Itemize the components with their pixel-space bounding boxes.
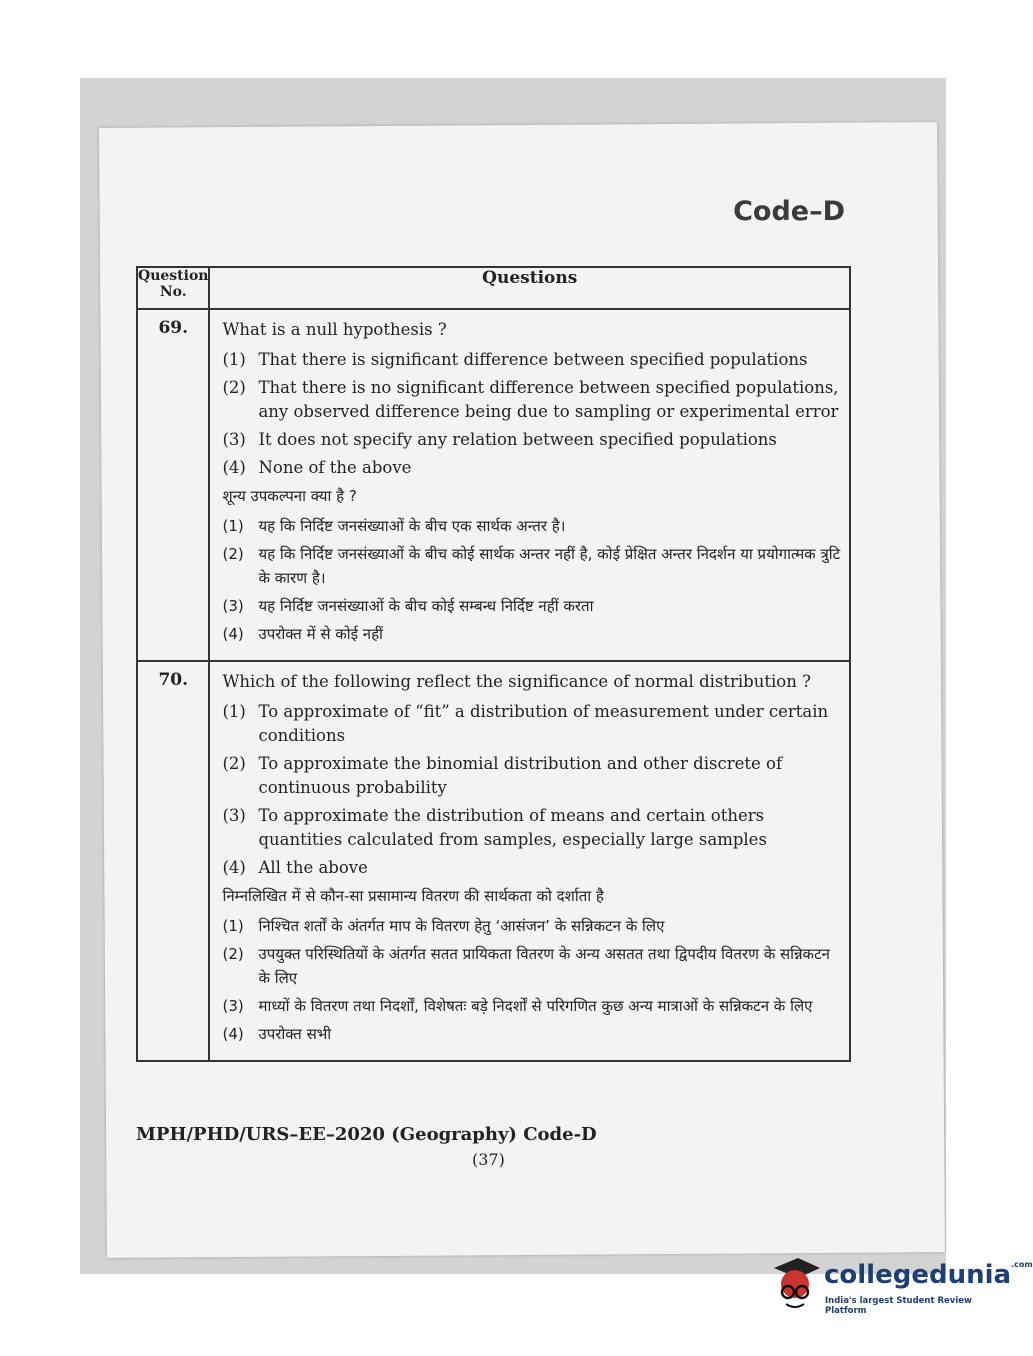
watermark-logo — [768, 1252, 1033, 1322]
brand-tagline: India's largest Student Review Platform — [825, 1296, 972, 1316]
question-stem-en: What is a null hypothesis ? — [222, 320, 447, 339]
page-number: (37) — [472, 1150, 505, 1169]
question-stem-hi: शून्य उपकल्पना क्या है ? — [222, 487, 357, 505]
question-stem-hi: निम्नलिखित में से कौन-सा प्रसामान्य वितरण की सार्थकता को दर्शाता है — [222, 887, 604, 905]
option-en: (1) That there is significant difference between specified populations — [222, 350, 808, 369]
questions-table — [136, 266, 851, 1062]
option-en: (1) To approximate of “fit” a distribution of measurement under certain conditions — [222, 702, 829, 745]
option-hi: (2) यह कि निर्दिष्ट जनसंख्याओं के बीच कोई सार्थक अन्तर नहीं है, कोई प्रेक्षित अन्तर निदर्शन या प्रयोगात्मक त्रुटि के कारण है। — [222, 545, 841, 587]
option-hi: (2) उपयुक्त परिस्थितियों के अंतर्गत सतत प्रायिकता वितरण के अन्य असतत तथा द्विपदीय वितरण के सन्निकटन के लिए — [222, 945, 830, 987]
mascot-icon — [768, 1252, 822, 1314]
brand-name: collegedunia$^{.com}$ — [824, 1260, 1033, 1290]
option-hi: (1) निश्चित शर्तों के अंतर्गत माप के वितरण हेतु ‘आसंजन’ के सन्निकटन के लिए — [222, 917, 665, 935]
question-cell — [209, 661, 850, 1061]
option-hi: (4) उपरोक्त में से कोई नहीं — [222, 625, 383, 643]
exam-title: MPH/PHD/URS–EE–2020 (Geography) Code-D — [136, 1124, 597, 1145]
option-hi: (3) यह निर्दिष्ट जनसंख्याओं के बीच कोई सम्बन्ध निर्दिष्ट नहीं करता — [222, 597, 594, 615]
option-en: (2) To approximate the binomial distribution and other discrete of continuous probability — [222, 754, 783, 797]
option-hi: (4) उपरोक्त सभी — [222, 1025, 332, 1043]
paper-code: Code–D — [733, 196, 845, 227]
option-en: (3) It does not specify any relation between specified populations — [222, 430, 777, 449]
question-cell — [209, 309, 850, 661]
option-hi: (1) यह कि निर्दिष्ट जनसंख्याओं के बीच एक सार्थक अन्तर है। — [222, 517, 566, 535]
question-stem-en: Which of the following reflect the significance of normal distribution ? — [222, 672, 811, 691]
option-en: (3) To approximate the distribution of means and certain others quantities calculated from samples, especially large samples — [222, 806, 767, 849]
option-en: (4) None of the above — [222, 458, 412, 477]
table-row — [137, 309, 850, 661]
question-number: 70. — [137, 661, 209, 1061]
col-header-question-no: Question No. — [137, 267, 209, 309]
table-row — [137, 661, 850, 1061]
option-hi: (3) माध्यों के वितरण तथा निदर्शों, विशेषतः बड़े निदर्शों से परिगणित कुछ अन्य मात्राओं के सन्निकटन के लिए — [222, 997, 813, 1015]
option-en: (4) All the above — [222, 858, 368, 877]
option-en: (2) That there is no significant difference between specified populations, any observed difference being due to sampling or experimental error — [222, 378, 839, 421]
col-header-questions: Questions — [209, 267, 850, 309]
question-number: 69. — [137, 309, 209, 661]
